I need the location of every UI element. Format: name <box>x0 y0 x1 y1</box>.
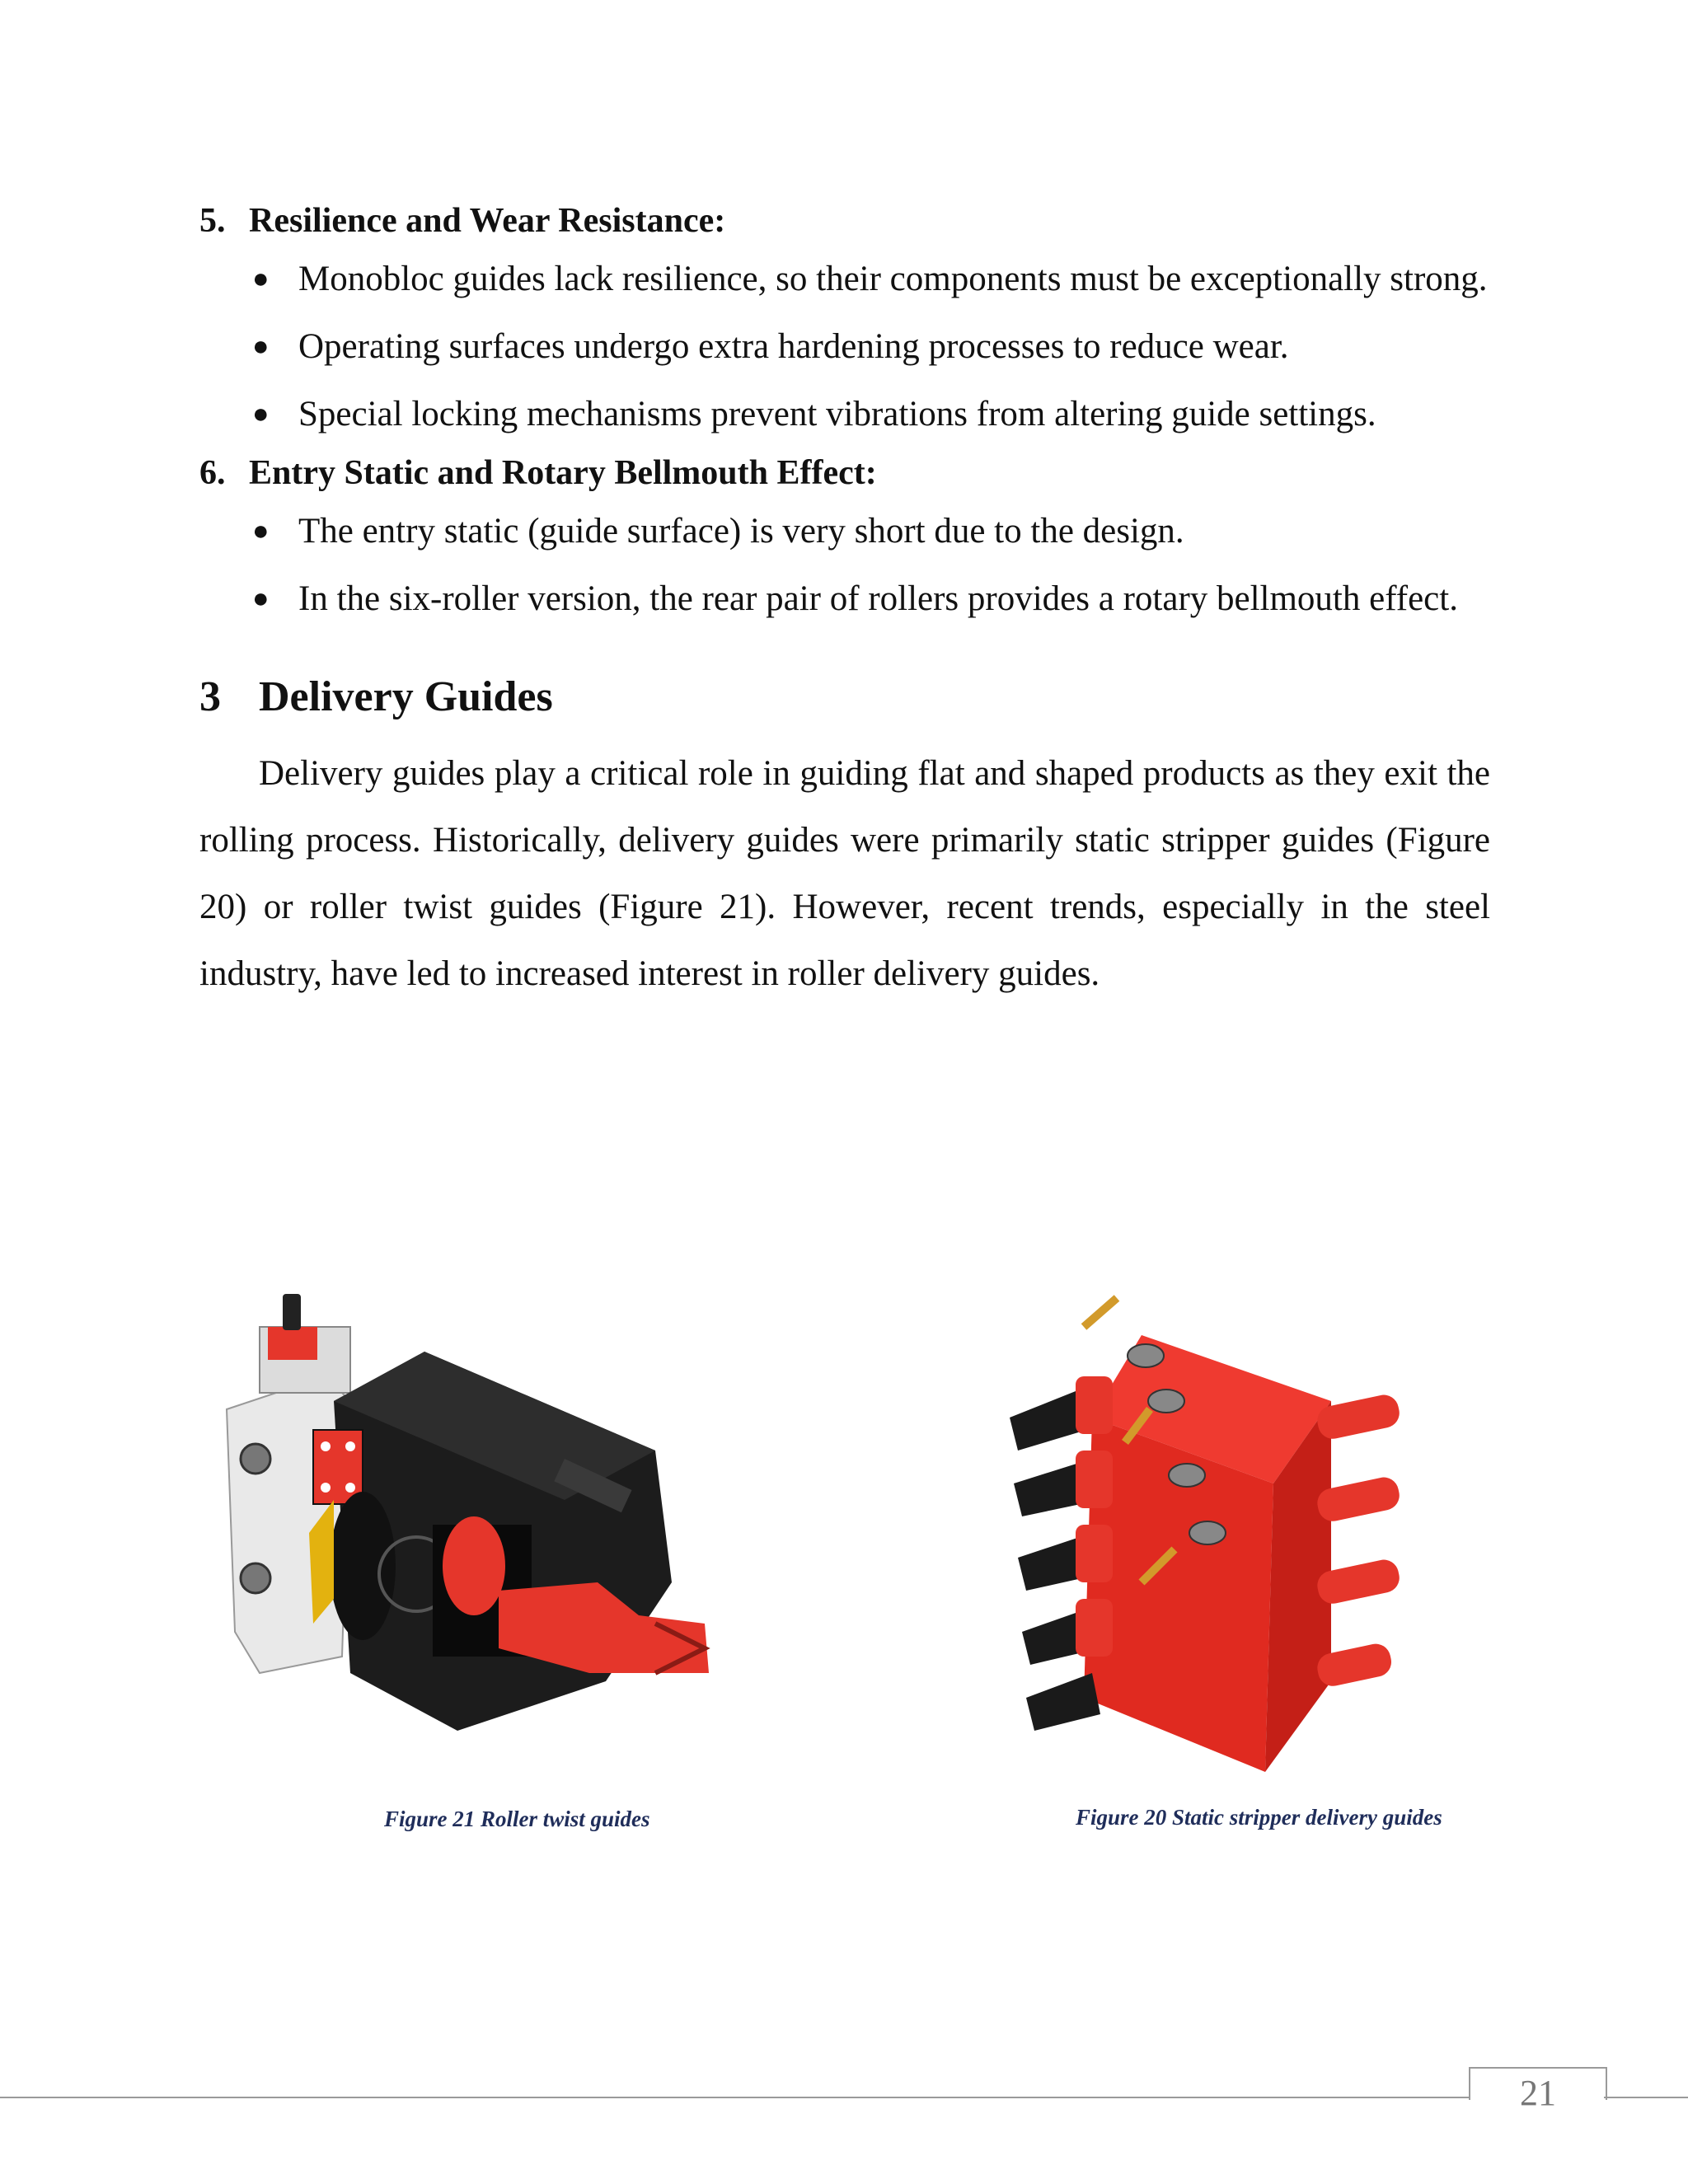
list-item <box>199 313 1490 381</box>
footer-rule-right <box>1604 2097 1688 2098</box>
bolt <box>1128 1344 1164 1367</box>
pipe <box>1315 1392 1402 1441</box>
bullet-text: Operating surfaces undergo extra hardening processes to reduce wear. <box>298 327 1289 366</box>
section-6-list <box>199 498 1490 633</box>
section-5-list <box>199 246 1490 448</box>
heading-number: 3 <box>199 673 221 720</box>
page-content <box>199 196 1490 1007</box>
bullet-text: The entry static (guide surface) is very short due to the design. <box>298 512 1184 551</box>
section-6-number: 6. <box>199 454 226 492</box>
footer-rule <box>0 2097 1469 2098</box>
list-item <box>199 246 1490 313</box>
figure-20-caption: Figure 20 Static stripper delivery guides <box>1076 1805 1442 1830</box>
list-item <box>199 565 1490 633</box>
section-5-title: Resilience and Wear Resistance: <box>249 202 726 240</box>
knob <box>283 1294 301 1330</box>
page-number: 21 <box>1520 2073 1556 2113</box>
fitting <box>1084 1298 1117 1327</box>
bullet-text: Monobloc guides lack resilience, so their components must be exceptionally strong. <box>298 260 1488 298</box>
bullet-icon: ● <box>252 516 270 546</box>
body-paragraph: Delivery guides play a critical role in guiding flat and shaped products as they exit the rolling process. Historically, delivery guides were primarily static stripper guides (Figure 20) or roller twist guides (Figure 21). However, recent trends, especially in the steel industry, have led to increased interest in roller delivery guides. <box>199 754 1490 993</box>
bullet-text: Special locking mechanisms prevent vibrations from altering guide settings. <box>298 395 1376 434</box>
red-roller <box>443 1516 505 1615</box>
delivery-guides-heading <box>199 673 1490 722</box>
roller-housing <box>330 1492 396 1640</box>
bolt <box>1169 1464 1205 1487</box>
list-item <box>199 498 1490 565</box>
bolt-top <box>241 1444 270 1474</box>
heading-title: Delivery Guides <box>259 673 553 720</box>
bullet-icon: ● <box>252 399 270 429</box>
bullet-icon: ● <box>252 264 270 294</box>
bullet-text: In the six-roller version, the rear pair of rollers provides a rotary bellmouth effect. <box>298 579 1458 618</box>
section-6-title: Entry Static and Rotary Bellmouth Effect: <box>249 454 877 492</box>
bullet-icon: ● <box>252 583 270 614</box>
section-5-heading <box>199 196 1490 246</box>
section-5-number: 5. <box>199 202 226 240</box>
red-cap <box>268 1327 317 1360</box>
bolt-bottom <box>241 1563 270 1593</box>
bolt <box>1148 1390 1184 1413</box>
bullet-icon: ● <box>252 331 270 362</box>
roller-twist-guide-image <box>210 1286 861 1780</box>
red-plate <box>313 1430 363 1504</box>
static-stripper-guides-image <box>1001 1286 1496 1788</box>
section-6-heading <box>199 448 1490 498</box>
bolt <box>1189 1521 1226 1544</box>
figure-21-caption: Figure 21 Roller twist guides <box>384 1807 650 1831</box>
list-item <box>199 381 1490 448</box>
